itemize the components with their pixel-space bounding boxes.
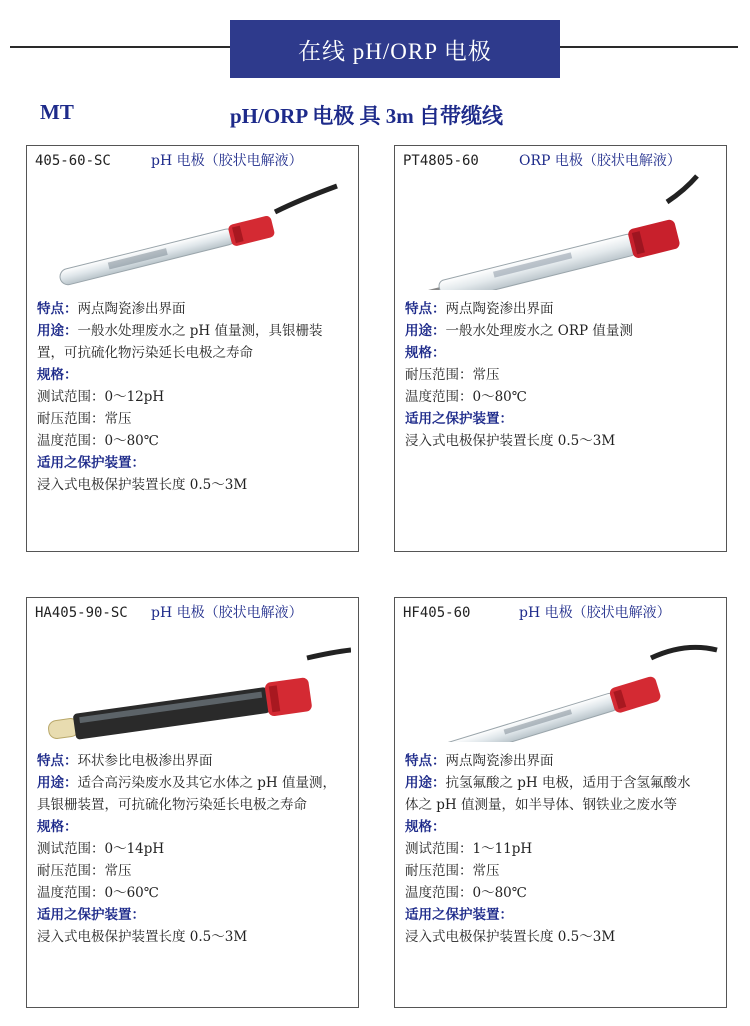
usage-line: 抗氢氟酸之 pH 电极，适用于含氢氟酸水 xyxy=(445,775,691,791)
card-header xyxy=(403,150,723,170)
usage-line: 体之 pH 值测量，如半导体、钢铁业之废水等 xyxy=(405,797,677,813)
usage-line: 适合高污染废水及其它水体之 pH 值量测， xyxy=(77,775,336,791)
product-card-405-60-sc xyxy=(26,145,359,552)
protection-text: 浸入式电极保护装置长度 0.5～3M xyxy=(37,477,248,493)
card-header xyxy=(403,602,723,622)
brand-name: MT xyxy=(40,100,74,124)
specs-label: 规格： xyxy=(405,345,446,361)
usage-label: 用途： xyxy=(405,775,446,791)
features-text: 两点陶瓷渗出界面 xyxy=(445,753,554,769)
card-details xyxy=(37,298,362,496)
header-rule-left xyxy=(10,46,230,48)
product-card-ha405-90-sc xyxy=(26,597,359,1008)
product-type: ORP 电极（胶状电解液） xyxy=(519,153,681,169)
usage-line: 一般水处理废水之 ORP 值量测 xyxy=(445,323,633,339)
spec-line: 测试范围：0～12pH xyxy=(37,389,165,405)
product-card-hf405-60 xyxy=(394,597,727,1008)
features-text: 两点陶瓷渗出界面 xyxy=(445,301,554,317)
features-label: 特点： xyxy=(405,753,446,769)
spec-line: 耐压范围：常压 xyxy=(405,367,500,383)
specs-label: 规格： xyxy=(405,819,446,835)
product-type: pH 电极（胶状电解液） xyxy=(519,605,671,621)
specs-label: 规格： xyxy=(37,367,78,383)
spec-line: 温度范围：0～60℃ xyxy=(37,885,159,901)
protection-label: 适用之保护装置： xyxy=(37,455,145,471)
card-details xyxy=(405,298,730,452)
features-text: 两点陶瓷渗出界面 xyxy=(77,301,186,317)
spec-line: 耐压范围：常压 xyxy=(37,863,132,879)
card-header xyxy=(35,602,355,622)
spec-line: 温度范围：0～80℃ xyxy=(37,433,159,449)
usage-label: 用途： xyxy=(37,323,78,339)
spec-line: 温度范围：0～80℃ xyxy=(405,389,527,405)
protection-text: 浸入式电极保护装置长度 0.5～3M xyxy=(405,433,616,449)
product-type: pH 电极（胶状电解液） xyxy=(151,605,303,621)
electrode-photo xyxy=(37,172,351,290)
page-banner xyxy=(230,20,560,78)
card-details xyxy=(37,750,362,948)
protection-text: 浸入式电极保护装置长度 0.5～3M xyxy=(37,929,248,945)
spec-line: 耐压范围：常压 xyxy=(37,411,132,427)
product-model: HF405-60 xyxy=(403,605,471,621)
features-label: 特点： xyxy=(37,301,78,317)
product-model: PT4805-60 xyxy=(403,153,479,169)
spec-line: 测试范围：1～11pH xyxy=(405,841,533,857)
card-details xyxy=(405,750,730,948)
page-subtitle: pH/ORP 电极 具 3m 自带缆线 xyxy=(230,104,504,128)
product-model: HA405-90-SC xyxy=(35,605,128,621)
usage-line: 一般水处理废水之 pH 值量测，具银栅装 xyxy=(77,323,323,339)
protection-label: 适用之保护装置： xyxy=(37,907,145,923)
product-card-pt4805-60 xyxy=(394,145,727,552)
electrode-photo xyxy=(37,624,351,742)
electrode-photo xyxy=(405,172,719,290)
spec-line: 耐压范围：常压 xyxy=(405,863,500,879)
header-rule-right xyxy=(560,46,738,48)
banner-title: 在线 pH/ORP 电极 xyxy=(298,38,492,64)
spec-line: 测试范围：0～14pH xyxy=(37,841,165,857)
product-type: pH 电极（胶状电解液） xyxy=(151,153,303,169)
usage-line: 置，可抗硫化物污染延长电极之寿命 xyxy=(37,345,253,361)
specs-label: 规格： xyxy=(37,819,78,835)
features-label: 特点： xyxy=(405,301,446,317)
protection-text: 浸入式电极保护装置长度 0.5～3M xyxy=(405,929,616,945)
protection-label: 适用之保护装置： xyxy=(405,411,513,427)
electrode-photo xyxy=(405,624,719,742)
usage-label: 用途： xyxy=(37,775,78,791)
spec-line: 温度范围：0～80℃ xyxy=(405,885,527,901)
product-model: 405-60-SC xyxy=(35,153,111,169)
features-label: 特点： xyxy=(37,753,78,769)
card-header xyxy=(35,150,355,170)
usage-label: 用途： xyxy=(405,323,446,339)
protection-label: 适用之保护装置： xyxy=(405,907,513,923)
features-text: 环状参比电极渗出界面 xyxy=(77,753,213,769)
usage-line: 具银栅装置，可抗硫化物污染延长电极之寿命 xyxy=(37,797,307,813)
